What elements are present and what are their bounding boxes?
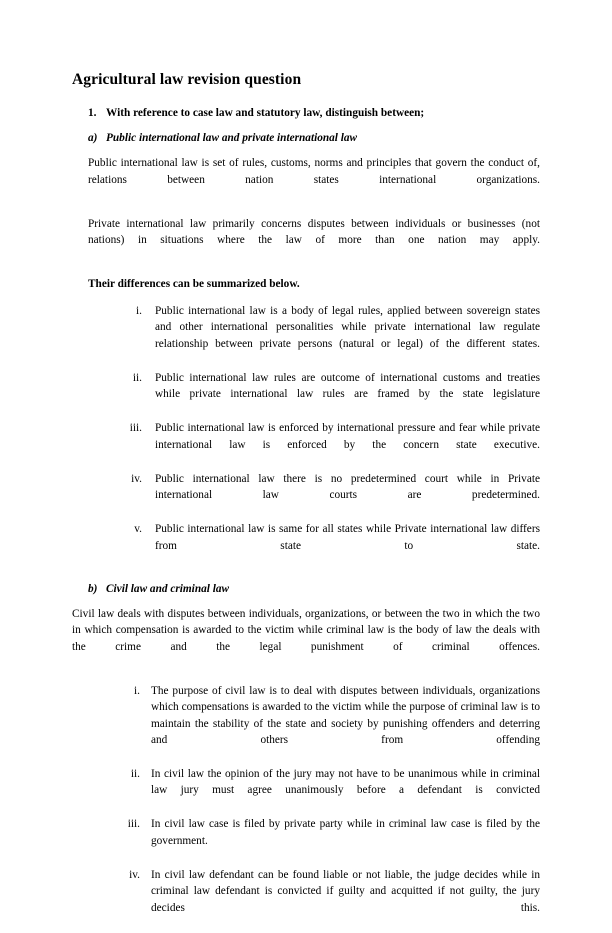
page-title: Agricultural law revision question <box>72 71 302 88</box>
section-a-lead-in: Their differences can be summarized below. <box>88 278 300 291</box>
list-text: Public international law is a body of legal rules, applied between sovereign states and other international personalities while private international law regulate relationship between private persons (natural or legal) of the different states. <box>155 304 540 350</box>
list-item <box>118 521 540 570</box>
section-title-b: Civil law and criminal law <box>106 582 230 595</box>
list-marker: i. <box>134 684 140 697</box>
question-item-1 <box>88 105 540 121</box>
section-marker-a: a) <box>88 132 98 145</box>
list-text: The purpose of civil law is to deal with disputes between individuals, organizations which compensations is awarded to the victim while the purpose of criminal law is to maintain the stability of the state and society by punishing offenders and deterring and others from offending <box>151 684 540 746</box>
section-a-list <box>72 303 540 571</box>
list-marker: iii. <box>129 422 142 435</box>
list-marker: ii. <box>130 767 140 780</box>
list-text: In civil law case is filed by private party while in criminal law case is filed by the government. <box>151 818 540 847</box>
question-text: With reference to case law and statutory law, distinguish between; <box>106 107 425 120</box>
list-item <box>118 471 540 520</box>
list-text: In civil law the opinion of the jury may not have to be unanimous while in criminal law jury must agree unanimously before a defendant is convicted <box>151 767 540 797</box>
question-block <box>72 105 540 121</box>
list-text: Public international law is enforced by international pressure and fear while private international law is enforced by the concern state executive. <box>155 422 540 451</box>
section-b-paragraph-1: Civil law deals with disputes between individuals, organizations, or between the two in which the two in which compensation is awarded to the victim while criminal law is the body of law the deals with the crime and the legal punishment of criminal offences. <box>72 607 540 653</box>
section-b-list <box>72 683 540 933</box>
list-item <box>118 420 540 469</box>
list-text: Public international law rules are outcome of international customs and treaties while private international law rules are framed by the state legislature <box>155 371 540 401</box>
list-item <box>116 816 540 865</box>
list-text: Public international law there is no predetermined court while in Private international law courts are predetermined. <box>155 472 540 502</box>
list-marker: i. <box>136 304 142 317</box>
list-item <box>118 370 540 419</box>
list-text: In civil law defendant can be found liable or not liable, the judge decides while in criminal law defendant is convicted if guilty and acquitted if not guilty, the jury decides this. <box>151 868 540 914</box>
section-heading-b <box>72 581 540 597</box>
section-heading-a <box>72 130 540 146</box>
list-marker: ii. <box>132 371 142 384</box>
section-a-paragraph-1: Public international law is set of rules, customs, norms and principles that govern the conduct of, relations between nation states international organizations. <box>88 157 540 186</box>
section-marker-b: b) <box>88 582 98 595</box>
list-item <box>116 766 540 815</box>
list-item <box>118 303 540 369</box>
list-item <box>116 683 540 765</box>
list-marker: iv. <box>131 472 142 485</box>
question-number: 1. <box>88 107 97 120</box>
list-item <box>116 867 540 933</box>
list-marker: v. <box>134 523 142 536</box>
list-text: Public international law is same for all states while Private international law differs from state to state. <box>155 523 540 552</box>
list-marker: iii. <box>127 818 140 831</box>
section-title-a: Public international law and private international law <box>106 132 358 145</box>
section-a-paragraph-2: Private international law primarily concerns disputes between individuals or businesses (not nations) in situations where the law of more than one nation may apply. <box>88 217 540 247</box>
list-marker: iv. <box>129 868 140 881</box>
